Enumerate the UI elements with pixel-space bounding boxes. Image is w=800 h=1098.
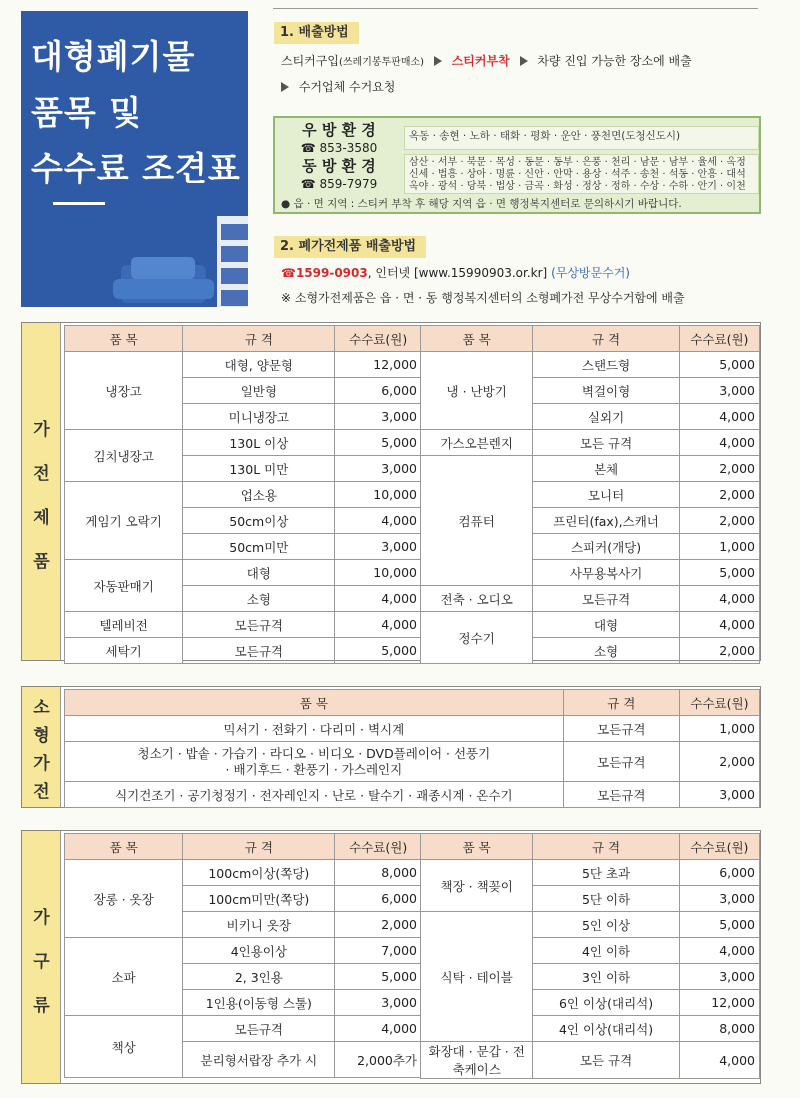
table-row [65,560,422,586]
side-char: 품 [33,552,50,572]
table-row [65,716,760,742]
table-row [65,742,760,782]
item-fee: 4,000 [335,1016,422,1042]
side-char: 가 [33,754,50,774]
header-fee: 수수료(원) [335,834,422,860]
item-spec: 모든규격 [563,742,679,782]
header-spec: 규 격 [183,326,335,352]
header-item: 품 목 [65,326,183,352]
item-spec: 4인용이상 [183,938,335,964]
furniture-right-table [420,833,760,1079]
item-spec: 모든 규격 [533,430,679,456]
header-item: 품 목 [421,326,533,352]
item-name: 장롱 · 옷장 [65,860,183,938]
item-fee: 2,000 [679,742,759,782]
side-char: 가 [33,908,50,928]
cover-title-line: 수수료 조견표 [31,149,241,188]
item-spec: 100cm미만(쪽당) [183,886,335,912]
cover-title-line: 대형폐기물 [31,37,196,76]
zone-phone: ☎ 853-3580 [300,141,378,155]
item-spec: 5단 초과 [533,860,679,886]
item-spec: 5인 이상 [533,912,679,938]
table-row [65,430,422,456]
item-name: 김치냉장고 [65,430,183,482]
top-rule [273,8,758,9]
header-item: 품 목 [65,690,564,716]
item-spec: 대형 [533,612,679,638]
item-name: 책장 · 책꽂이 [421,860,533,912]
item-name: 냉장고 [65,352,183,430]
header-spec: 규 격 [563,690,679,716]
cover-divider [53,202,105,205]
item-fee: 5,000 [679,560,759,586]
item-spec: 대형, 양문형 [183,352,335,378]
small-appliance-table [64,689,760,808]
zone-company [279,156,399,196]
item-name: 소파 [65,938,183,1016]
cover-title-line: 품목 및 [31,93,143,132]
side-char: 전 [33,464,50,484]
item-name: 냉 · 난방기 [421,352,533,430]
item-name: 자동판매기 [65,560,183,612]
item-spec: 실외기 [533,404,679,430]
item-name: 믹서기 · 전화기 · 다리미 · 벽시계 [65,716,564,742]
collection-zones-box [273,116,761,214]
step-buy-sticker-note: (쓰레기봉투판매소) [338,57,425,68]
table-row [65,938,422,964]
item-fee: 1,000 [679,534,759,560]
zone-company [279,120,399,160]
appliance-note: ※ 소형가전제품은 읍 · 면 · 동 행정복지센터의 소형폐가전 무상수거함에 배출 [281,291,685,305]
item-fee: 3,000 [679,378,759,404]
item-spec: 130L 이상 [183,430,335,456]
step-attach-sticker: 스티커부착 [451,54,510,68]
side-char: 소 [33,698,50,718]
item-name: 가스오븐렌지 [421,430,533,456]
zone-name: 동 방 환 경 [302,157,376,175]
item-fee: 4,000 [679,586,759,612]
item-spec: 모니터 [533,482,679,508]
side-char: 류 [33,996,50,1016]
item-spec: 분리형서랍장 추가 시 [183,1042,335,1078]
item-fee: 4,000 [679,938,759,964]
item-name: 전축 · 오디오 [421,586,533,612]
table-header-row [421,326,760,352]
item-spec: 프린터(fax),스캐너 [533,508,679,534]
item-fee: 2,000 [679,482,759,508]
header-item: 품 목 [421,834,533,860]
step-place-out: 차량 진입 가능한 장소에 배출 [537,54,692,68]
item-spec: 2, 3인용 [183,964,335,990]
electronics-side-label [22,323,61,660]
side-char: 형 [33,726,50,746]
item-fee: 4,000 [679,404,759,430]
item-fee: 2,000 [679,456,759,482]
zone-areas: 옥동 · 송현 · 노하 · 태화 · 평화 · 운안 · 풍천면(도청신도시) [404,126,759,150]
table-header-row [65,326,422,352]
item-fee: 12,000 [335,352,422,378]
item-spec: 4인 이하 [533,938,679,964]
table-row [65,352,422,378]
arrow-right-icon [520,56,528,66]
item-spec: 50cm이상 [183,508,335,534]
section-appliance-header: 2. 폐가전제품 배출방법 [274,236,426,258]
item-fee: 3,000 [679,886,759,912]
table-header-row [65,834,422,860]
small-side-label [22,687,61,807]
item-spec: 모든규격 [563,716,679,742]
item-spec: 비키니 옷장 [183,912,335,938]
zone-phone: ☎ 859-7979 [300,177,378,191]
arrow-right-icon [434,56,442,66]
item-name: 컴퓨터 [421,456,533,586]
item-spec: 소형 [533,638,679,664]
item-fee: 4,000 [679,612,759,638]
item-fee: 4,000 [679,430,759,456]
table-row [421,912,760,938]
item-name: 텔레비전 [65,612,183,638]
header-spec: 규 격 [183,834,335,860]
item-spec: 모든규격 [183,1016,335,1042]
zone-note: ● 읍 · 면 지역 : 스티커 부착 후 해당 지역 읍 · 면 행정복지센터로 문의하시기 바랍니다. [281,198,682,210]
item-spec: 100cm이상(쪽당) [183,860,335,886]
item-spec: 5단 이하 [533,886,679,912]
step-buy-sticker: 스티커구입 [281,54,339,68]
item-spec: 130L 미만 [183,456,335,482]
electronics-right-table [420,325,760,664]
furniture-left-table [64,833,422,1078]
item-fee: 4,000 [335,612,422,638]
item-spec: 본체 [533,456,679,482]
table-row [421,456,760,482]
electronics-panel [21,322,761,661]
bookshelf-illustration [217,216,248,307]
item-fee: 4,000 [335,508,422,534]
item-name: 게임기 오락기 [65,482,183,560]
table-row [65,612,422,638]
side-char: 제 [33,508,50,528]
item-fee: 6,000 [679,860,759,886]
side-char: 구 [33,952,50,972]
electronics-left-table [64,325,422,664]
header-spec: 규 격 [533,326,679,352]
item-spec: 사무용복사기 [533,560,679,586]
disposal-steps [281,52,692,72]
table-row [421,586,760,612]
item-name: 정수기 [421,612,533,664]
item-spec: 소형 [183,586,335,612]
item-fee: 8,000 [679,1016,759,1042]
appliance-internet: , 인터넷 [www.15990903.or.kr] [367,266,552,280]
item-fee: 10,000 [335,482,422,508]
item-spec: 1인용(이동형 스툴) [183,990,335,1016]
item-spec: 벽걸이형 [533,378,679,404]
item-name: 식기건조기 · 공기청정기 · 전자레인지 · 난로 · 탈수기 · 괘종시계 · 온수기 [65,782,564,808]
table-row [421,352,760,378]
item-fee: 5,000 [335,964,422,990]
item-fee: 10,000 [335,560,422,586]
item-spec: 미니냉장고 [183,404,335,430]
item-name: 책상 [65,1016,183,1078]
item-spec: 50cm미만 [183,534,335,560]
item-fee: 2,000 [679,508,759,534]
table-row [421,860,760,886]
header-fee: 수수료(원) [679,690,759,716]
item-fee: 5,000 [335,638,422,664]
cover-title [31,29,241,197]
disposal-step-request [281,78,395,96]
item-spec: 업소용 [183,482,335,508]
item-spec: 일반형 [183,378,335,404]
table-header-row [421,834,760,860]
appliance-phone: ☎1599-0903 [281,266,368,280]
item-fee: 5,000 [679,352,759,378]
item-name: 식탁 · 테이블 [421,912,533,1042]
item-fee: 3,000 [335,404,422,430]
appliance-contact [281,264,630,282]
item-fee: 3,000 [679,964,759,990]
side-char: 가 [33,420,50,440]
item-fee: 2,000 [679,638,759,664]
furniture-panel [21,830,761,1084]
item-fee: 1,000 [679,716,759,742]
cover-panel [21,11,248,307]
item-fee: 4,000 [679,1042,759,1079]
item-fee: 2,000추가 [335,1042,422,1078]
item-fee: 3,000 [679,782,759,808]
item-spec: 모든규격 [533,586,679,612]
item-fee: 3,000 [335,990,422,1016]
table-header-row [65,690,760,716]
item-name: 세탁기 [65,638,183,664]
step-request-pickup: 수거업체 수거요청 [298,80,396,94]
small-appliance-panel [21,686,761,808]
item-fee: 3,000 [335,456,422,482]
arrow-right-icon [281,82,289,92]
item-spec: 모든 규격 [533,1042,679,1079]
item-spec: 대형 [183,560,335,586]
header-spec: 규 격 [533,834,679,860]
furniture-side-label [22,831,61,1083]
item-fee: 5,000 [335,430,422,456]
item-spec: 모든규격 [563,782,679,808]
table-row [65,782,760,808]
appliance-free-pickup: (무상방문수거) [551,266,630,280]
item-fee: 4,000 [335,586,422,612]
table-row [421,1042,760,1079]
table-row [65,1016,422,1042]
item-fee: 8,000 [335,860,422,886]
item-name: 화장대 · 문갑 · 전축케이스 [421,1042,533,1079]
item-spec: 스피커(개당) [533,534,679,560]
item-spec: 모든규격 [183,638,335,664]
section-disposal-header: 1. 배출방법 [274,22,359,44]
item-fee: 6,000 [335,378,422,404]
item-spec: 3인 이하 [533,964,679,990]
item-spec: 4인 이상(대리석) [533,1016,679,1042]
item-fee: 5,000 [679,912,759,938]
zone-name: 우 방 환 경 [302,121,376,139]
zone-areas: 삼산 · 서부 · 북문 · 목성 · 동문 · 동부 · 은풍 · 천리 · 남문 · 남부 · 율세 · 옥정 신세 · 법흥 · 상아 · 명륜 · 신안 · 안막 · 용상 · 석주 · 송천 · 석동 · 안흥 · 대석 옥야 · 광석 · 당북 · 법상 · 금곡 · 화성 · 정상 · 정하 · 수상 · 수하 · 안기 · 이천 [404,154,759,194]
header-fee: 수수료(원) [335,326,422,352]
header-item: 품 목 [65,834,183,860]
table-row [65,860,422,886]
item-fee: 3,000 [335,534,422,560]
item-spec: 6인 이상(대리석) [533,990,679,1016]
header-fee: 수수료(원) [679,834,759,860]
table-row [65,638,422,664]
item-spec: 스탠드형 [533,352,679,378]
table-row [421,430,760,456]
sofa-cushion-illustration [131,257,195,279]
item-spec: 모든규격 [183,612,335,638]
item-fee: 12,000 [679,990,759,1016]
table-row [421,612,760,638]
side-char: 전 [33,782,50,802]
item-name: 청소기 · 밥솥 · 가습기 · 라디오 · 비디오 · DVD플레이어 · 선풍기 · 배기후드 · 환풍기 · 가스레인지 [65,742,564,782]
table-row [65,482,422,508]
header-fee: 수수료(원) [679,326,759,352]
item-fee: 6,000 [335,886,422,912]
item-fee: 7,000 [335,938,422,964]
item-fee: 2,000 [335,912,422,938]
